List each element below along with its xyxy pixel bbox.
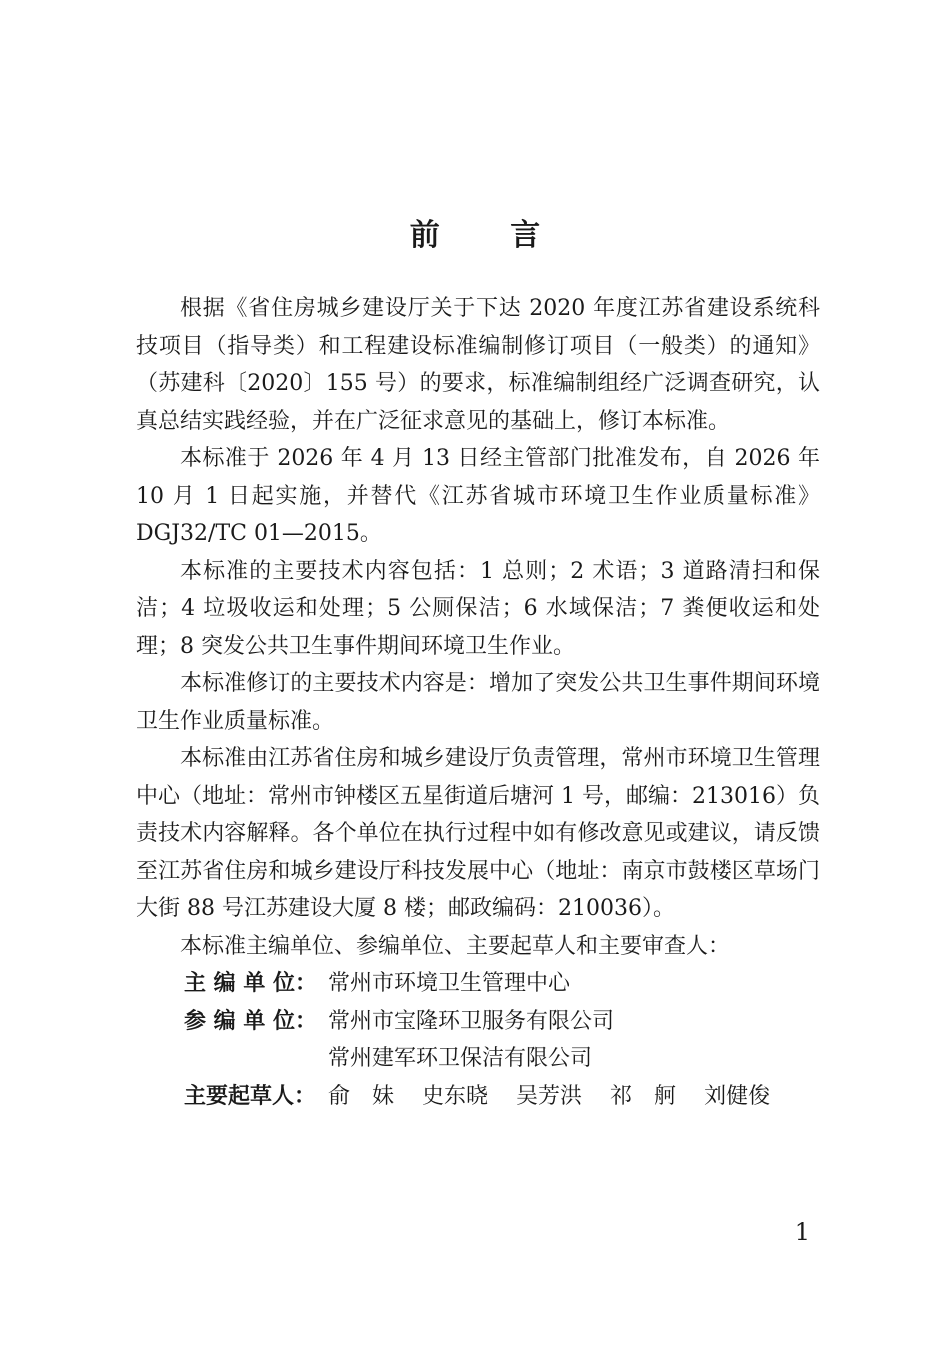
drafter-name: 祁 舸 [610,1083,677,1109]
roster-row-drafters [136,1078,820,1116]
paragraph-effective-date: 本标准于 2026 年 4 月 13 日经主管部门批准发布，自 2026 年 10 月 1 日起实施，并替代《江苏省城市环境卫生作业质量标准》DGJ32/TC 01—2015。 [136,446,820,546]
chief-unit-label: 主 编 单 位： [184,971,317,996]
participant-unit-value: 常州市宝隆环卫服务有限公司 [328,1008,615,1034]
paragraph-basis: 根据《省住房城乡建设厅关于下达 2020 年度江苏省建设系统科技项目（指导类）和工程建设标准编制修订项目（一般类）的通知》（苏建科〔2020〕155 号）的要求，标准编制组经广泛调查研究，认真总结实践经验，并在广泛征求意见的基础上，修订本标准。 [136,296,820,434]
drafter-name: 吴芳洪 [516,1083,583,1109]
drafter-name: 史东晓 [422,1083,489,1109]
paragraph-roster-intro: 本标准主编单位、参编单位、主要起草人和主要审查人： [180,933,731,959]
roster-row-participants-2 [136,1040,820,1078]
roster [136,965,820,1115]
drafter-name: 俞 妹 [328,1083,395,1109]
drafters-label: 主要起草人： [184,1083,317,1109]
drafters-list [328,1078,798,1116]
roster-row-chief [136,965,820,1003]
drafter-name: 刘健俊 [704,1083,771,1109]
chief-unit-value: 常州市环境卫生管理中心 [328,971,571,996]
paragraph-contents: 本标准的主要技术内容包括：1 总则；2 术语；3 道路清扫和保洁；4 垃圾收运和处理；5 公厕保洁；6 水域保洁；7 粪便收运和处理；8 突发公共卫生事件期间环境卫生作业。 [136,558,820,659]
paragraph-management: 本标准由江苏省住房和城乡建设厅负责管理，常州市环境卫生管理中心（地址：常州市钟楼区五星街道后塘河 1 号，邮编：213016）负责技术内容解释。各个单位在执行过程中如有修改意见或建议，请反馈至江苏省住房和城乡建设厅科技发展中心（地址：南京市鼓楼区草场门大街 88 号江苏建设大厦 8 楼；邮政编码：210036）。 [136,746,820,921]
preface-body [136,290,820,1115]
participant-unit-label: 参 编 单 位： [184,1008,317,1034]
paragraph-revision: 本标准修订的主要技术内容是：增加了突发公共卫生事件期间环境卫生作业质量标准。 [136,671,820,734]
participant-unit-value: 常州建军环卫保洁有限公司 [328,1046,593,1071]
page-number: 1 [794,1218,810,1246]
roster-row-participants [136,1003,820,1041]
page-title: 前 言 [409,218,571,253]
